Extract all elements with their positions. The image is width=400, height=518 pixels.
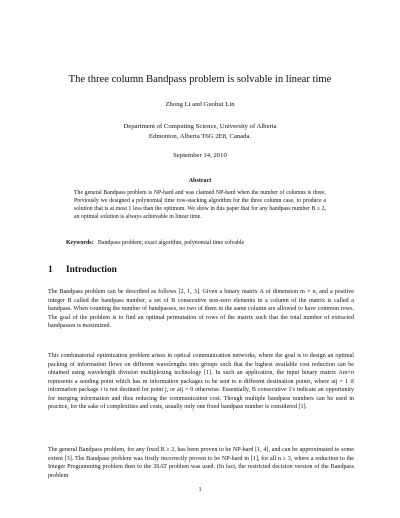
- affiliation: [20, 122, 380, 141]
- keywords-text: Bandpass problem, exact algorithm, polynomial time solvable: [97, 240, 245, 246]
- keywords-label: Keywords:: [66, 240, 94, 246]
- affiliation-line-2: Edmonton, Alberta T6G 2E8, Canada.: [148, 132, 252, 140]
- authors: Zhong Li and Guohui Lin: [165, 101, 235, 108]
- section-title: Introduction: [66, 265, 117, 275]
- keywords: [66, 240, 336, 246]
- paragraph: The general Bandpass problem, for any fixed B ≥ 2, has been proven to be NP-hard [1, 4], and can be approximated to some extent [3]. The Bandpass problem was firstly incorrectly proven to be NP-hard in [1], for all n ≥ 3, where a reduction to the Integer Programming problem then to the 3SAT problem was used. (In fact, the restricted decision version of the Bandpass problem: [48, 447, 354, 479]
- section-heading: [48, 265, 117, 275]
- affiliation-line-1: Department of Computing Science, University of Alberta: [123, 123, 277, 130]
- page-number: 1: [198, 486, 202, 493]
- paper-date: September 14, 2010: [173, 152, 227, 159]
- section-number: 1: [48, 265, 53, 275]
- paper-title: The three column Bandpass problem is solvable in linear time: [68, 74, 332, 85]
- paragraph: This combinatorial optimization problem arises in optical communication networks, where the goal is to design an optimal packing of information flows on different wavelengths into groups such that the highest available cost reduction can be obtained using wavelength division multiplexing technology [1]. In such an application, the input binary matrix Am×n represents a sending point which has m information packages to be sent to n different destination points, where aij = 1 if information package i is not destined for point j, or aij = 0 otherwise. Essentially, B consecutive 1's indicate an opportunity for merging information and thus reducing the communication cost. Though multiple bandpass numbers can be used in practice, for the sake of complexities and costs, usually only one fixed bandpass number is considered [1].: [48, 353, 354, 410]
- abstract-text: The general Bandpass problem is NP-hard and was claimed NP-hard when the number of columns is three. Previously we designed a polynomial time row-stacking algorithm for the three column case, to produce a solution that is at most 1 less than the optimum. We show in this paper that for any bandpass number B ≥ 2, an optimal solution is always achievable in linear time.: [74, 190, 326, 221]
- abstract-heading: Abstract: [188, 178, 212, 184]
- paragraph: The Bandpass problem can be described as follows [2, 1, 3]. Given a binary matrix A of dimension m × n, and a positive integer B called the bandpass number, a set of B consecutive non-zero elements in a column of the matrix is called a bandpass. When counting the number of bandpasses, no two of them in the same column are allowed to have common rows. The goal of the problem is to find an optimal permutation of rows of the matrix such that the total number of extracted bandpasses is maximized.: [48, 289, 354, 329]
